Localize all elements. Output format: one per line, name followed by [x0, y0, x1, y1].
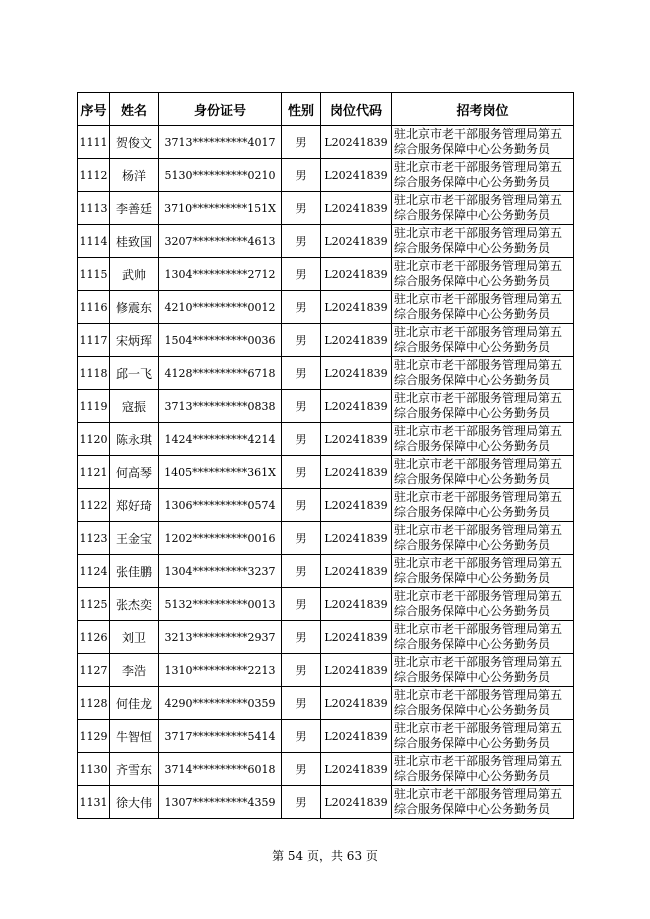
- table-row: [78, 522, 574, 555]
- cell-id-number: 5132**********0013: [159, 588, 282, 621]
- cell-gender: 男: [282, 621, 321, 654]
- cell-position: 驻北京市老干部服务管理局第五综合服务保障中心公务勤务员: [392, 192, 574, 225]
- cell-name: 修震东: [110, 291, 159, 324]
- cell-position: 驻北京市老干部服务管理局第五综合服务保障中心公务勤务员: [392, 489, 574, 522]
- cell-name: 张佳鹏: [110, 555, 159, 588]
- candidate-table: [77, 92, 574, 819]
- cell-seq: 1123: [78, 522, 110, 555]
- cell-name: 杨洋: [110, 159, 159, 192]
- cell-position: 驻北京市老干部服务管理局第五综合服务保障中心公务勤务员: [392, 687, 574, 720]
- cell-id-number: 5130**********0210: [159, 159, 282, 192]
- table-row: [78, 753, 574, 786]
- cell-seq: 1126: [78, 621, 110, 654]
- cell-id-number: 3207**********4613: [159, 225, 282, 258]
- cell-position-code: L20241839: [321, 390, 392, 423]
- cell-name: 邱一飞: [110, 357, 159, 390]
- cell-position: 驻北京市老干部服务管理局第五综合服务保障中心公务勤务员: [392, 654, 574, 687]
- cell-id-number: 3714**********6018: [159, 753, 282, 786]
- cell-position: 驻北京市老干部服务管理局第五综合服务保障中心公务勤务员: [392, 753, 574, 786]
- cell-position-code: L20241839: [321, 258, 392, 291]
- cell-position: 驻北京市老干部服务管理局第五综合服务保障中心公务勤务员: [392, 324, 574, 357]
- cell-id-number: 3710**********151X: [159, 192, 282, 225]
- table-row: [78, 621, 574, 654]
- table-row: [78, 588, 574, 621]
- cell-id-number: 1310**********2213: [159, 654, 282, 687]
- cell-seq: 1120: [78, 423, 110, 456]
- cell-id-number: 3713**********4017: [159, 126, 282, 159]
- cell-seq: 1124: [78, 555, 110, 588]
- header-code: 岗位代码: [321, 93, 392, 126]
- cell-seq: 1114: [78, 225, 110, 258]
- cell-id-number: 4210**********0012: [159, 291, 282, 324]
- cell-position: 驻北京市老干部服务管理局第五综合服务保障中心公务勤务员: [392, 621, 574, 654]
- cell-gender: 男: [282, 720, 321, 753]
- cell-gender: 男: [282, 291, 321, 324]
- table-row: [78, 786, 574, 819]
- cell-position-code: L20241839: [321, 753, 392, 786]
- table-row: [78, 654, 574, 687]
- cell-position-code: L20241839: [321, 291, 392, 324]
- table-row: [78, 456, 574, 489]
- cell-gender: 男: [282, 423, 321, 456]
- cell-position: 驻北京市老干部服务管理局第五综合服务保障中心公务勤务员: [392, 423, 574, 456]
- cell-position: 驻北京市老干部服务管理局第五综合服务保障中心公务勤务员: [392, 555, 574, 588]
- cell-position: 驻北京市老干部服务管理局第五综合服务保障中心公务勤务员: [392, 291, 574, 324]
- cell-gender: 男: [282, 687, 321, 720]
- table-row: [78, 126, 574, 159]
- cell-gender: 男: [282, 522, 321, 555]
- cell-gender: 男: [282, 390, 321, 423]
- cell-seq: 1130: [78, 753, 110, 786]
- cell-name: 寇振: [110, 390, 159, 423]
- cell-position: 驻北京市老干部服务管理局第五综合服务保障中心公务勤务员: [392, 456, 574, 489]
- cell-name: 齐雪东: [110, 753, 159, 786]
- cell-position: 驻北京市老干部服务管理局第五综合服务保障中心公务勤务员: [392, 390, 574, 423]
- cell-id-number: 3213**********2937: [159, 621, 282, 654]
- header-id: 身份证号: [159, 93, 282, 126]
- cell-name: 李善廷: [110, 192, 159, 225]
- cell-seq: 1116: [78, 291, 110, 324]
- cell-id-number: 1307**********4359: [159, 786, 282, 819]
- cell-position-code: L20241839: [321, 225, 392, 258]
- cell-position-code: L20241839: [321, 489, 392, 522]
- header-position: 招考岗位: [392, 93, 574, 126]
- cell-position-code: L20241839: [321, 456, 392, 489]
- table-row: [78, 159, 574, 192]
- cell-seq: 1122: [78, 489, 110, 522]
- cell-seq: 1112: [78, 159, 110, 192]
- cell-id-number: 3717**********5414: [159, 720, 282, 753]
- page-number: 第 54 页，共 63 页: [272, 849, 378, 863]
- cell-position-code: L20241839: [321, 654, 392, 687]
- cell-seq: 1125: [78, 588, 110, 621]
- cell-id-number: 1405**********361X: [159, 456, 282, 489]
- cell-id-number: 1304**********2712: [159, 258, 282, 291]
- cell-gender: 男: [282, 159, 321, 192]
- cell-seq: 1127: [78, 654, 110, 687]
- cell-position: 驻北京市老干部服务管理局第五综合服务保障中心公务勤务员: [392, 258, 574, 291]
- cell-gender: 男: [282, 786, 321, 819]
- cell-seq: 1118: [78, 357, 110, 390]
- cell-name: 武帅: [110, 258, 159, 291]
- cell-name: 刘卫: [110, 621, 159, 654]
- cell-position-code: L20241839: [321, 555, 392, 588]
- cell-position: 驻北京市老干部服务管理局第五综合服务保障中心公务勤务员: [392, 786, 574, 819]
- table-row: [78, 192, 574, 225]
- cell-name: 郑好琦: [110, 489, 159, 522]
- cell-position-code: L20241839: [321, 786, 392, 819]
- table-row: [78, 720, 574, 753]
- cell-id-number: 1424**********4214: [159, 423, 282, 456]
- cell-seq: 1129: [78, 720, 110, 753]
- cell-name: 牛智恒: [110, 720, 159, 753]
- cell-name: 何佳龙: [110, 687, 159, 720]
- cell-seq: 1131: [78, 786, 110, 819]
- cell-gender: 男: [282, 588, 321, 621]
- cell-position-code: L20241839: [321, 159, 392, 192]
- cell-gender: 男: [282, 324, 321, 357]
- table-header-row: [78, 93, 574, 126]
- cell-gender: 男: [282, 654, 321, 687]
- cell-seq: 1111: [78, 126, 110, 159]
- cell-gender: 男: [282, 489, 321, 522]
- cell-id-number: 4128**********6718: [159, 357, 282, 390]
- cell-gender: 男: [282, 357, 321, 390]
- cell-position: 驻北京市老干部服务管理局第五综合服务保障中心公务勤务员: [392, 522, 574, 555]
- cell-seq: 1121: [78, 456, 110, 489]
- header-seq: 序号: [78, 93, 110, 126]
- table-row: [78, 291, 574, 324]
- cell-position-code: L20241839: [321, 423, 392, 456]
- cell-name: 王金宝: [110, 522, 159, 555]
- cell-position-code: L20241839: [321, 720, 392, 753]
- cell-gender: 男: [282, 126, 321, 159]
- cell-id-number: 1202**********0016: [159, 522, 282, 555]
- table-row: [78, 555, 574, 588]
- cell-name: 宋炳珲: [110, 324, 159, 357]
- cell-position: 驻北京市老干部服务管理局第五综合服务保障中心公务勤务员: [392, 720, 574, 753]
- cell-position: 驻北京市老干部服务管理局第五综合服务保障中心公务勤务员: [392, 225, 574, 258]
- cell-position-code: L20241839: [321, 687, 392, 720]
- cell-gender: 男: [282, 225, 321, 258]
- cell-position-code: L20241839: [321, 522, 392, 555]
- cell-gender: 男: [282, 456, 321, 489]
- cell-seq: 1113: [78, 192, 110, 225]
- table-row: [78, 258, 574, 291]
- table-row: [78, 687, 574, 720]
- table-row: [78, 390, 574, 423]
- cell-name: 李浩: [110, 654, 159, 687]
- cell-seq: 1117: [78, 324, 110, 357]
- cell-position-code: L20241839: [321, 126, 392, 159]
- cell-id-number: 1306**********0574: [159, 489, 282, 522]
- cell-position-code: L20241839: [321, 621, 392, 654]
- cell-name: 陈永琪: [110, 423, 159, 456]
- cell-position-code: L20241839: [321, 324, 392, 357]
- cell-id-number: 1504**********0036: [159, 324, 282, 357]
- cell-position: 驻北京市老干部服务管理局第五综合服务保障中心公务勤务员: [392, 126, 574, 159]
- cell-name: 张杰奕: [110, 588, 159, 621]
- cell-id-number: 3713**********0838: [159, 390, 282, 423]
- cell-position: 驻北京市老干部服务管理局第五综合服务保障中心公务勤务员: [392, 357, 574, 390]
- cell-gender: 男: [282, 258, 321, 291]
- cell-position-code: L20241839: [321, 588, 392, 621]
- cell-id-number: 4290**********0359: [159, 687, 282, 720]
- table-row: [78, 357, 574, 390]
- table-row: [78, 324, 574, 357]
- cell-name: 贺俊文: [110, 126, 159, 159]
- table-body: [78, 126, 574, 819]
- cell-position-code: L20241839: [321, 192, 392, 225]
- table-row: [78, 225, 574, 258]
- header-name: 姓名: [110, 93, 159, 126]
- cell-position: 驻北京市老干部服务管理局第五综合服务保障中心公务勤务员: [392, 588, 574, 621]
- cell-seq: 1115: [78, 258, 110, 291]
- table-row: [78, 423, 574, 456]
- cell-gender: 男: [282, 192, 321, 225]
- cell-name: 徐大伟: [110, 786, 159, 819]
- cell-gender: 男: [282, 753, 321, 786]
- cell-gender: 男: [282, 555, 321, 588]
- header-gender: 性别: [282, 93, 321, 126]
- cell-seq: 1128: [78, 687, 110, 720]
- cell-id-number: 1304**********3237: [159, 555, 282, 588]
- cell-name: 何高琴: [110, 456, 159, 489]
- cell-position: 驻北京市老干部服务管理局第五综合服务保障中心公务勤务员: [392, 159, 574, 192]
- cell-position-code: L20241839: [321, 357, 392, 390]
- table-row: [78, 489, 574, 522]
- cell-seq: 1119: [78, 390, 110, 423]
- cell-name: 桂致国: [110, 225, 159, 258]
